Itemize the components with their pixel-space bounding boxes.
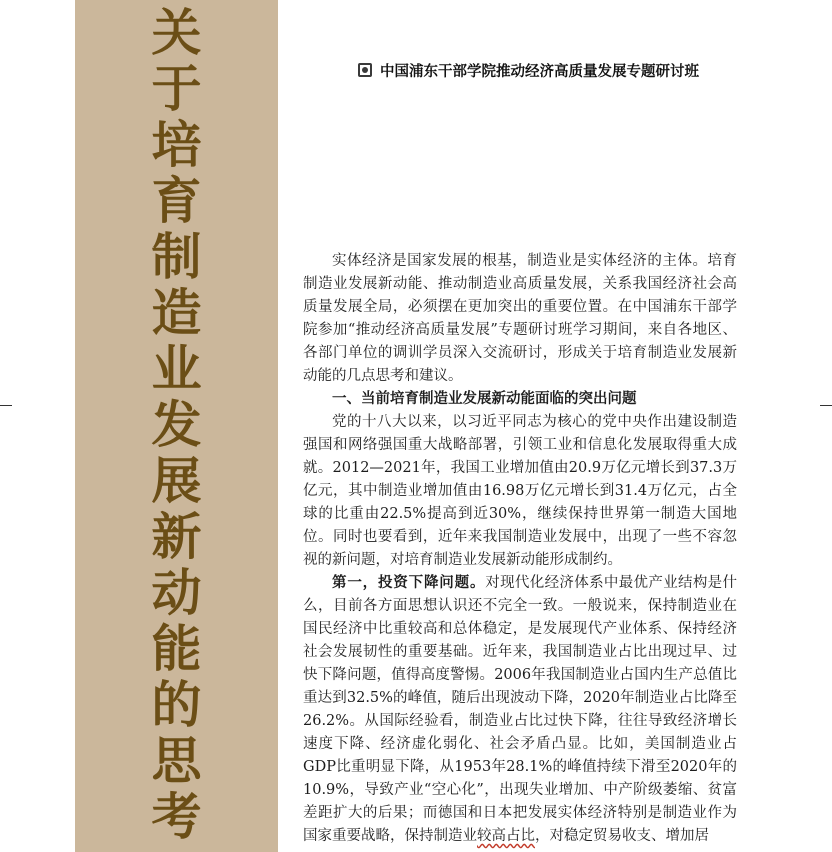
title-char: 新 xyxy=(151,508,202,566)
title-char: 制 xyxy=(151,228,202,286)
article-body xyxy=(303,250,737,848)
title-char: 能 xyxy=(151,620,202,678)
title-char: 造 xyxy=(151,284,202,342)
point-text-continued: ，对稳定贸易收支、增加居 xyxy=(535,828,709,844)
title-char: 于 xyxy=(151,60,202,118)
article-title xyxy=(75,5,278,852)
title-char: 培 xyxy=(151,116,202,174)
square-target-icon xyxy=(358,63,372,77)
series-label: 中国浦东干部学院推动经济高质量发展专题研讨班 xyxy=(380,63,699,80)
title-char: 思 xyxy=(151,732,202,790)
title-char: 育 xyxy=(151,172,202,230)
title-char: 发 xyxy=(151,396,202,454)
title-char: 关 xyxy=(151,4,202,62)
section-heading: 一、当前培育制造业发展新动能面临的突出问题 xyxy=(332,391,637,407)
series-header xyxy=(358,58,699,82)
crop-mark-right xyxy=(820,405,832,406)
body-paragraph xyxy=(303,572,737,848)
point-lead: 第一，投资下降问题。 xyxy=(332,575,486,591)
title-char: 的 xyxy=(151,676,202,734)
annotated-text: 较高占比 xyxy=(477,828,535,844)
title-char: 考 xyxy=(151,788,202,846)
title-char: 业 xyxy=(151,340,202,398)
title-char: 展 xyxy=(151,452,202,510)
crop-mark-left xyxy=(0,405,12,406)
title-char: 动 xyxy=(151,564,202,622)
intro-paragraph: 实体经济是国家发展的根基，制造业是实体经济的主体。培育制造业发展新动能、推动制造业高质量发展，关系我国经济社会高质量发展全局，必须摆在更加突出的重要位置。在中国浦东干部学院参加“推动经济高质量发展”专题研讨班学习期间，来自各地区、各部门单位的调训学员深入交流研讨，形成关于培育制造业发展新动能的几点思考和建议。 xyxy=(303,253,737,384)
point-text: 对现代化经济体系中最优产业结构是什么，目前各方面思想认识还不完全一致。一般说来，保持制造业在国民经济中比重较高和总体稳定，是发展现代产业体系、保持经济社会发展韧性的重要基础。近年来，我国制造业占比出现过早、过快下降问题，值得高度警惕。2006年我国制造业占国内生产总值比重达到32.5%的峰值，随后出现波动下降，2020年制造业占比降至26.2%。从国际经验看，制造业占比过快下降，往往导致经济增长速度下降、经济虚化弱化、社会矛盾凸显。比如，美国制造业占GDP比重明显下降，从1953年28.1%的峰值持续下滑至2020年的10.9%，导致产业“空心化”，出现失业增加、中产阶级萎缩、贫富差距扩大的后果；而德国和日本把发展实体经济特别是制造业作为国家重要战略，保持制造业 xyxy=(303,575,738,844)
body-paragraph: 党的十八大以来，以习近平同志为核心的党中央作出建设制造强国和网络强国重大战略部署，引领工业和信息化发展取得重大成就。2012—2021年，我国工业增加值由20.9万亿元增长到37.3万亿元，其中制造业增加值由16.98万亿元增长到31.4万亿元，占全球的比重由22.5%提高到近30%，继续保持世界第一制造大国地位。同时也要看到，近年来我国制造业发展中，出现了一些不容忽视的新问题，对培育制造业发展新动能形成制约。 xyxy=(303,414,737,568)
